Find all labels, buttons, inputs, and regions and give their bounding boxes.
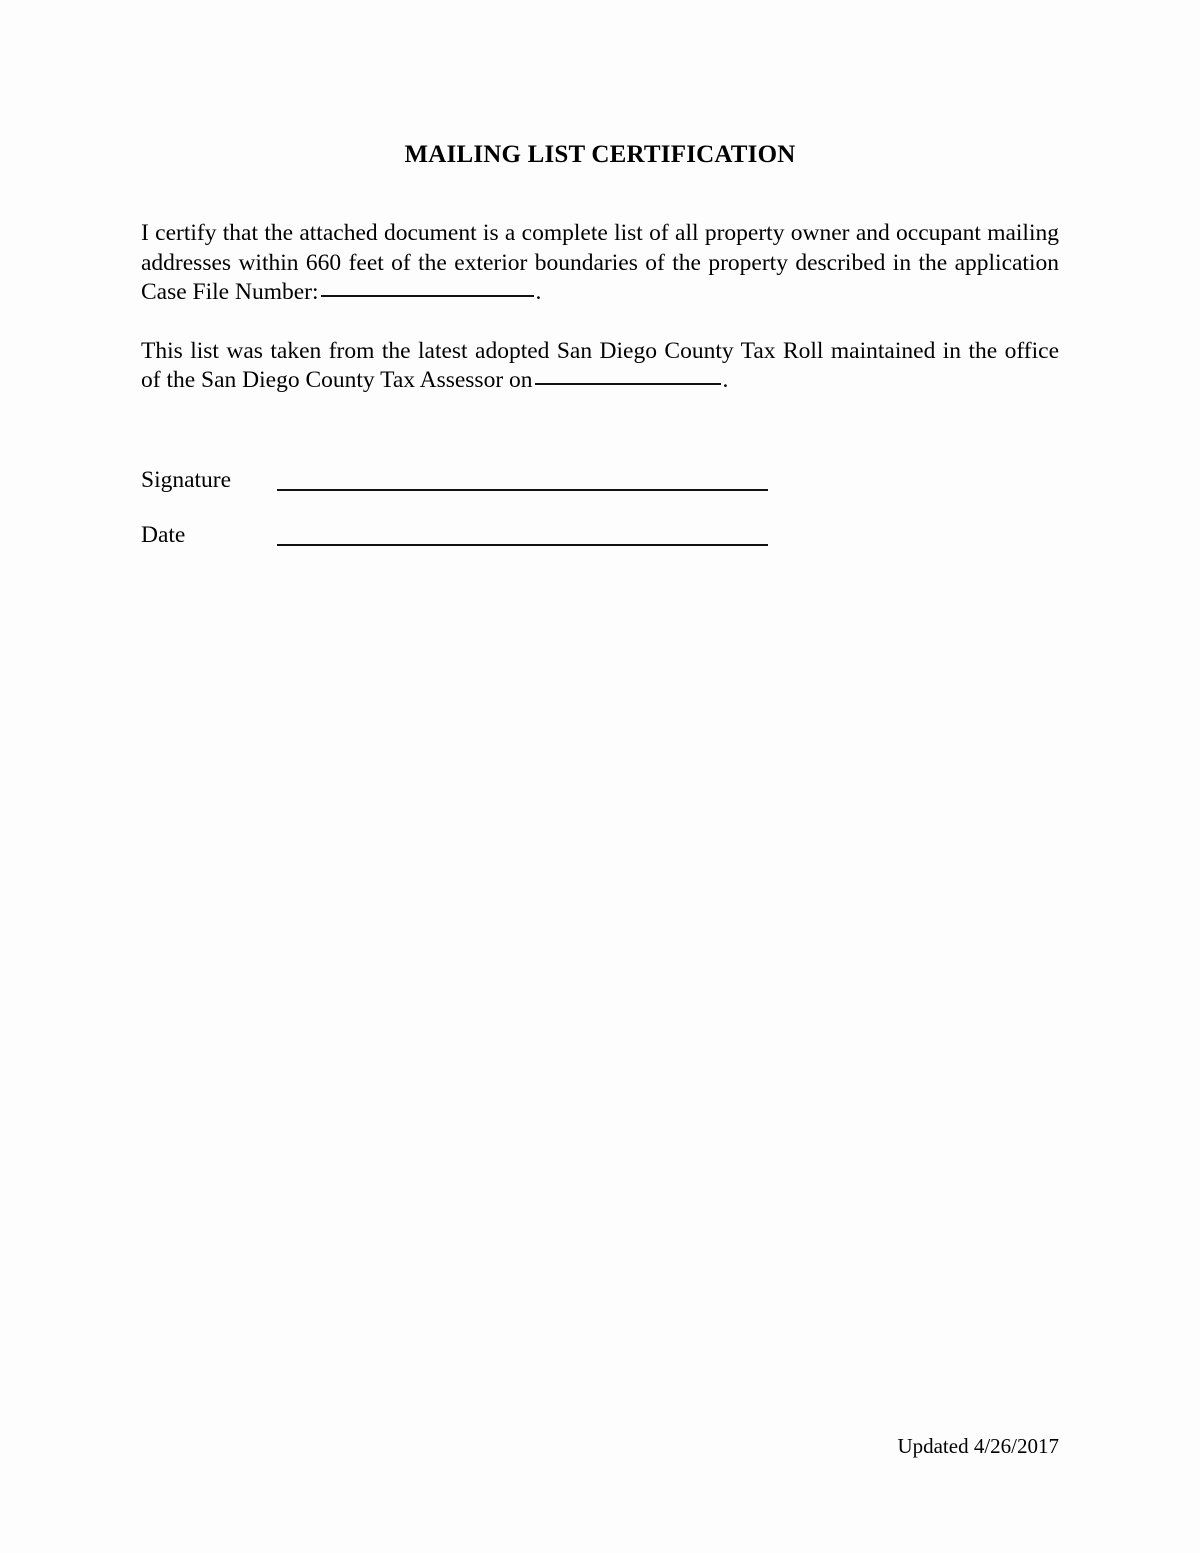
case-file-number-blank[interactable] [321,295,534,297]
signature-line[interactable] [277,489,768,491]
page-title: MAILING LIST CERTIFICATION [404,141,796,168]
signature-row [141,466,771,521]
date-row [141,521,771,576]
footer-updated-date: Updated 4/26/2017 [897,1434,1059,1458]
paragraph-tax-roll-statement [141,337,1059,396]
date-label: Date [141,522,186,548]
certification-statement-terminator: . [535,279,542,305]
document-body [141,219,1059,396]
signature-label: Signature [141,467,232,493]
assessor-date-blank[interactable] [535,383,721,385]
signature-section [141,466,771,576]
certification-statement-text: I certify that the attached document is a complete list of all property owner and occupant mailing addresses within 660 feet of the exterior boundaries of the property described in the application Case File Number: [141,220,1059,305]
paragraph-certification-statement [141,219,1059,308]
tax-roll-statement-terminator: . [722,367,729,393]
tax-roll-statement-text: This list was taken from the latest adopted San Diego County Tax Roll maintained in the office of the San Diego County Tax Assessor on [141,337,1059,393]
date-line[interactable] [277,544,768,546]
